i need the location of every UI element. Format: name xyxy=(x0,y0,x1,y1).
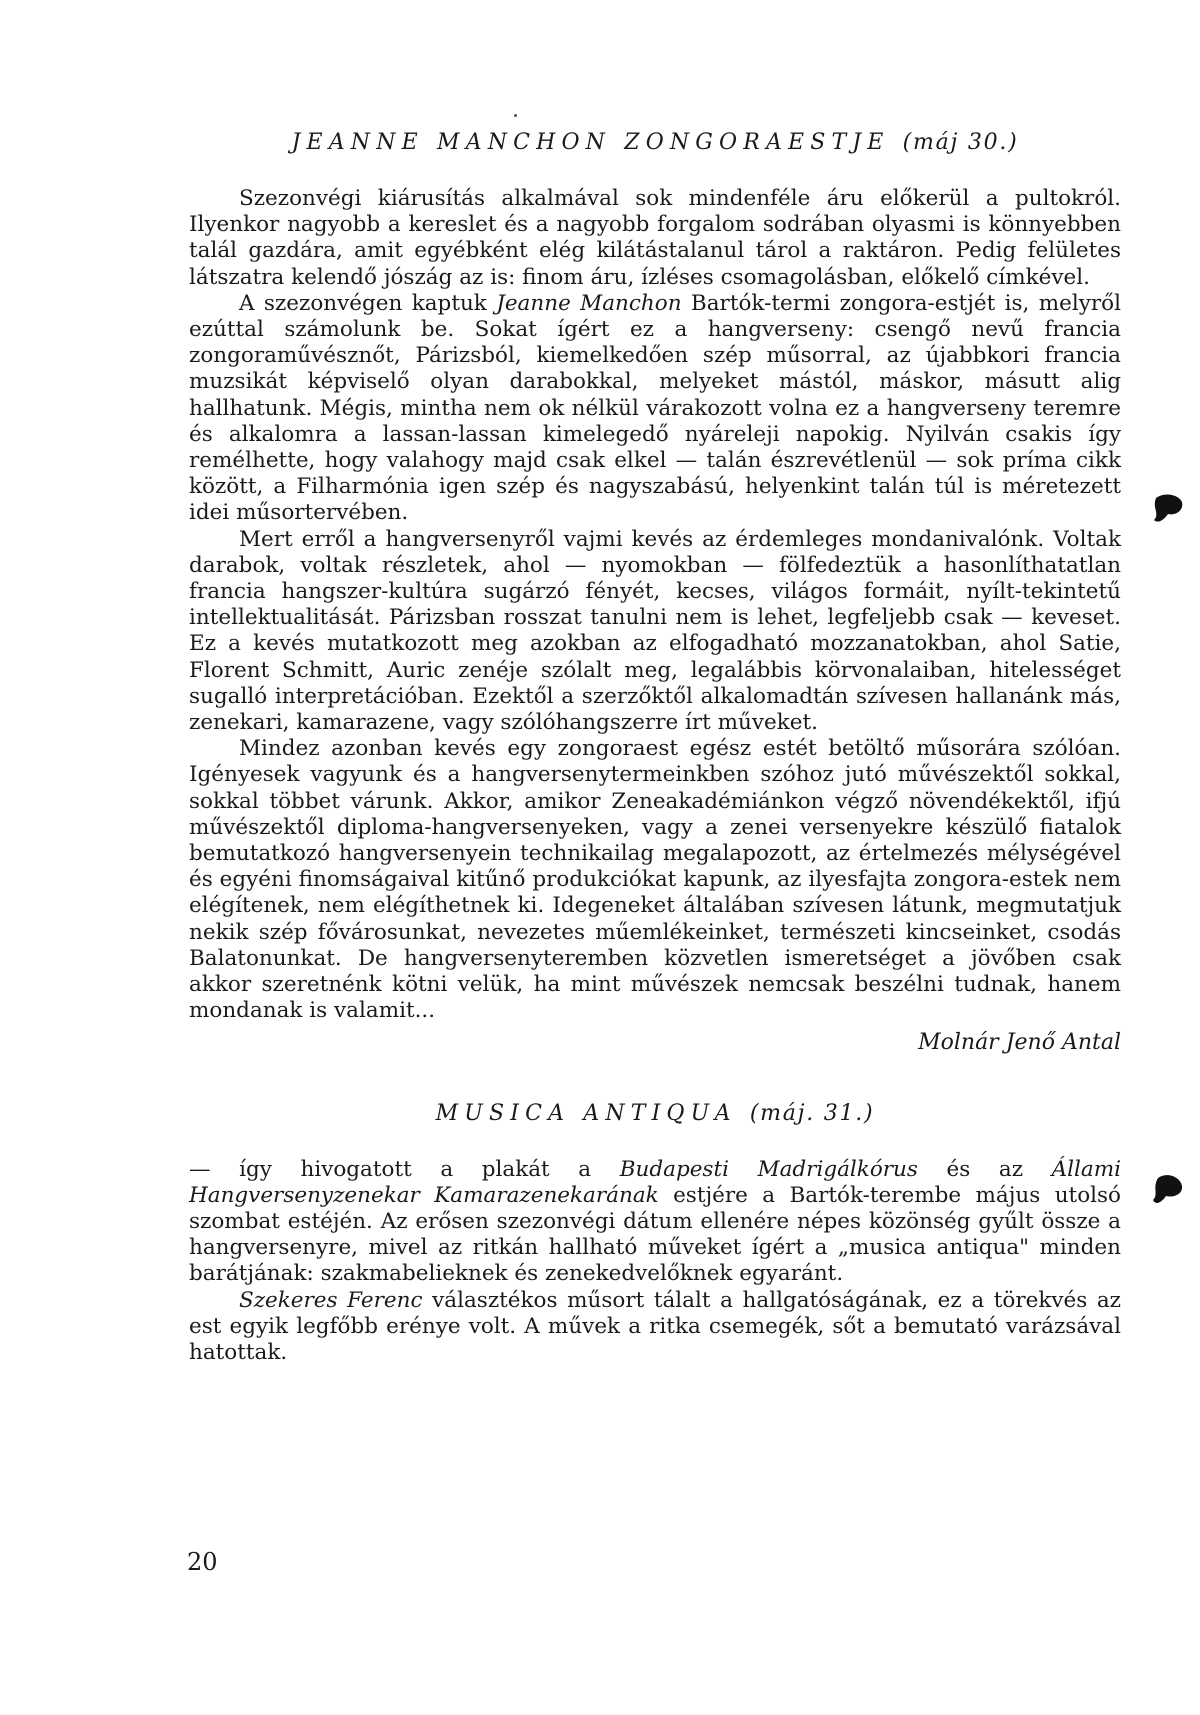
section-date: (máj. 31.) xyxy=(749,1100,875,1126)
section-heading-musica-antiqua xyxy=(189,1099,1121,1129)
paragraph: A szezonvégen kaptuk Jeanne Manchon Bartók-termi zongora-estjét is, melyről ezúttal számolunk be. Sokat ígért ez a hangverseny: csengő nevű francia zongoraművésznőt, Párizsból, kiemelkedően szép műsorral, az újabbkori francia muzsikát képviselő olyan darabokkal, melyeket mástól, máskor, másutt alig hallhatunk. Mégis, mintha nem ok nélkül várakozott volna ez a hangverseny teremre és alkalomra a lassan-lassan kimelegedő nyáreleji napokig. Nyilván csakis így remélhette, hogy valahogy majd csak elkel — talán észrevétlenül — sok príma cikk között, a Filharmónia igen szép és nagyszabású, helyenkint talán túl is méretezett idei műsortervében. xyxy=(189,290,1121,526)
document-page xyxy=(189,128,1121,1366)
author-signature: Molnár Jenő Antal xyxy=(918,1029,1121,1055)
section-title: JEANNE MANCHON ZONGORAESTJE xyxy=(291,130,890,155)
paragraph: — így hivogatott a plakát a Budapesti Madrigálkórus és az Állami Hangversenyzenekar Kamarazenekarának estjére a Bartók-terembe május utolsó szombat estéjén. Az erősen szezonvégi dátum ellenére népes közönség gyűlt össze a hangversenyre, mivel az ritkán hallható műveket ígért a „musica antiqua" minden barátjának: szakmabelieknek és zenekedvelőknek egyaránt. xyxy=(189,1156,1121,1287)
page-number: 20 xyxy=(187,1548,218,1576)
ink-blot-icon xyxy=(1150,490,1184,524)
paragraph: Szezonvégi kiárusítás alkalmával sok mindenféle áru előkerül a pultokról. Ilyenkor nagyobb a kereslet és a nagyobb forgalom sodrában olyasmi is könnyebben talál gazdára, amit egyébként elég kilátástalanul tárol a raktáron. Pedig felületes látszatra kelendő jószág az is: finom áru, ízléses csomagolásban, előkelő címkével. xyxy=(189,186,1121,290)
section-title: MUSICA ANTIQUA xyxy=(435,1100,737,1126)
print-speck xyxy=(514,114,517,117)
paragraph: Mindez azonban kevés egy zongoraest egész estét betöltő műsorára szólóan. Igényesek vagyunk és a hangversenytermeinkben szóhoz jutó művészektől sokkal, sokkal többet várunk. Akkor, amikor Zeneakadémiánkon végző növendékektől, ifjú művészektől diploma-hangversenyeken, vagy a zenei versenyekre készülő fiatalok bemutatkozó hangversenyein technikailag megalapozott, az értelmezés mélységével és egyéni finomságaival kitűnő produkciókat kapunk, az ilyesfajta zongora-estek nem elégítenek, nem elégíthetnek ki. Idegeneket általában szívesen látunk, megmutatjuk nekik szép fővárosunkat, nevezetes műemlékeinket, természeti kincseinket, csodás Balatonunkat. De hangversenyteremben közvetlen ismeretséget a jövőben csak akkor szeretnénk kötni velük, ha mint művészek nemcsak beszélni tudnak, hanem mondanak is valamit... xyxy=(189,736,1121,1024)
performer-name: Jeanne Manchon xyxy=(496,290,682,316)
conductor-name: Szekeres Ferenc xyxy=(239,1287,423,1313)
paragraph: Szekeres Ferenc választékos műsort tálalt a hallgatóságának, ez a törekvés az est egyik legfőbb erénye volt. A művek a ritka csemegék, sőt a bemutató varázsával hatottak. xyxy=(189,1287,1121,1365)
ensemble-name: Budapesti Madrigálkórus xyxy=(619,1156,918,1182)
paragraph: Mert erről a hangversenyről vajmi kevés az érdemleges mondanivalónk. Voltak darabok, voltak részletek, ahol — nyomokban — fölfedeztük a hasonlíthatatlan francia hangszer-kultúra sugárzó fényét, kecses, világos formáit, nyílt-tekintetű intellektualitását. Párizsban rosszat tanulni nem is lehet, legfeljebb csak — keveset. Ez a kevés mutatkozott meg azokban az elfogadható mozzanatokban, ahol Satie, Florent Schmitt, Auric zenéje szólalt meg, legalábbis körvonalaiban, hitelességet sugalló interpretációban. Ezektől a szerzőktől alkalomadtán szívesen hallanánk más, zenekari, kamarazene, vagy szólóhangszerre írt műveket. xyxy=(189,526,1121,736)
section-heading-manchon xyxy=(189,128,1121,158)
ink-blot-icon xyxy=(1150,1172,1184,1206)
section-date: (máj 30.) xyxy=(902,130,1019,155)
ensemble-name: Állami Hangversenyzenekar Kamarazenekarának xyxy=(189,1156,1121,1208)
